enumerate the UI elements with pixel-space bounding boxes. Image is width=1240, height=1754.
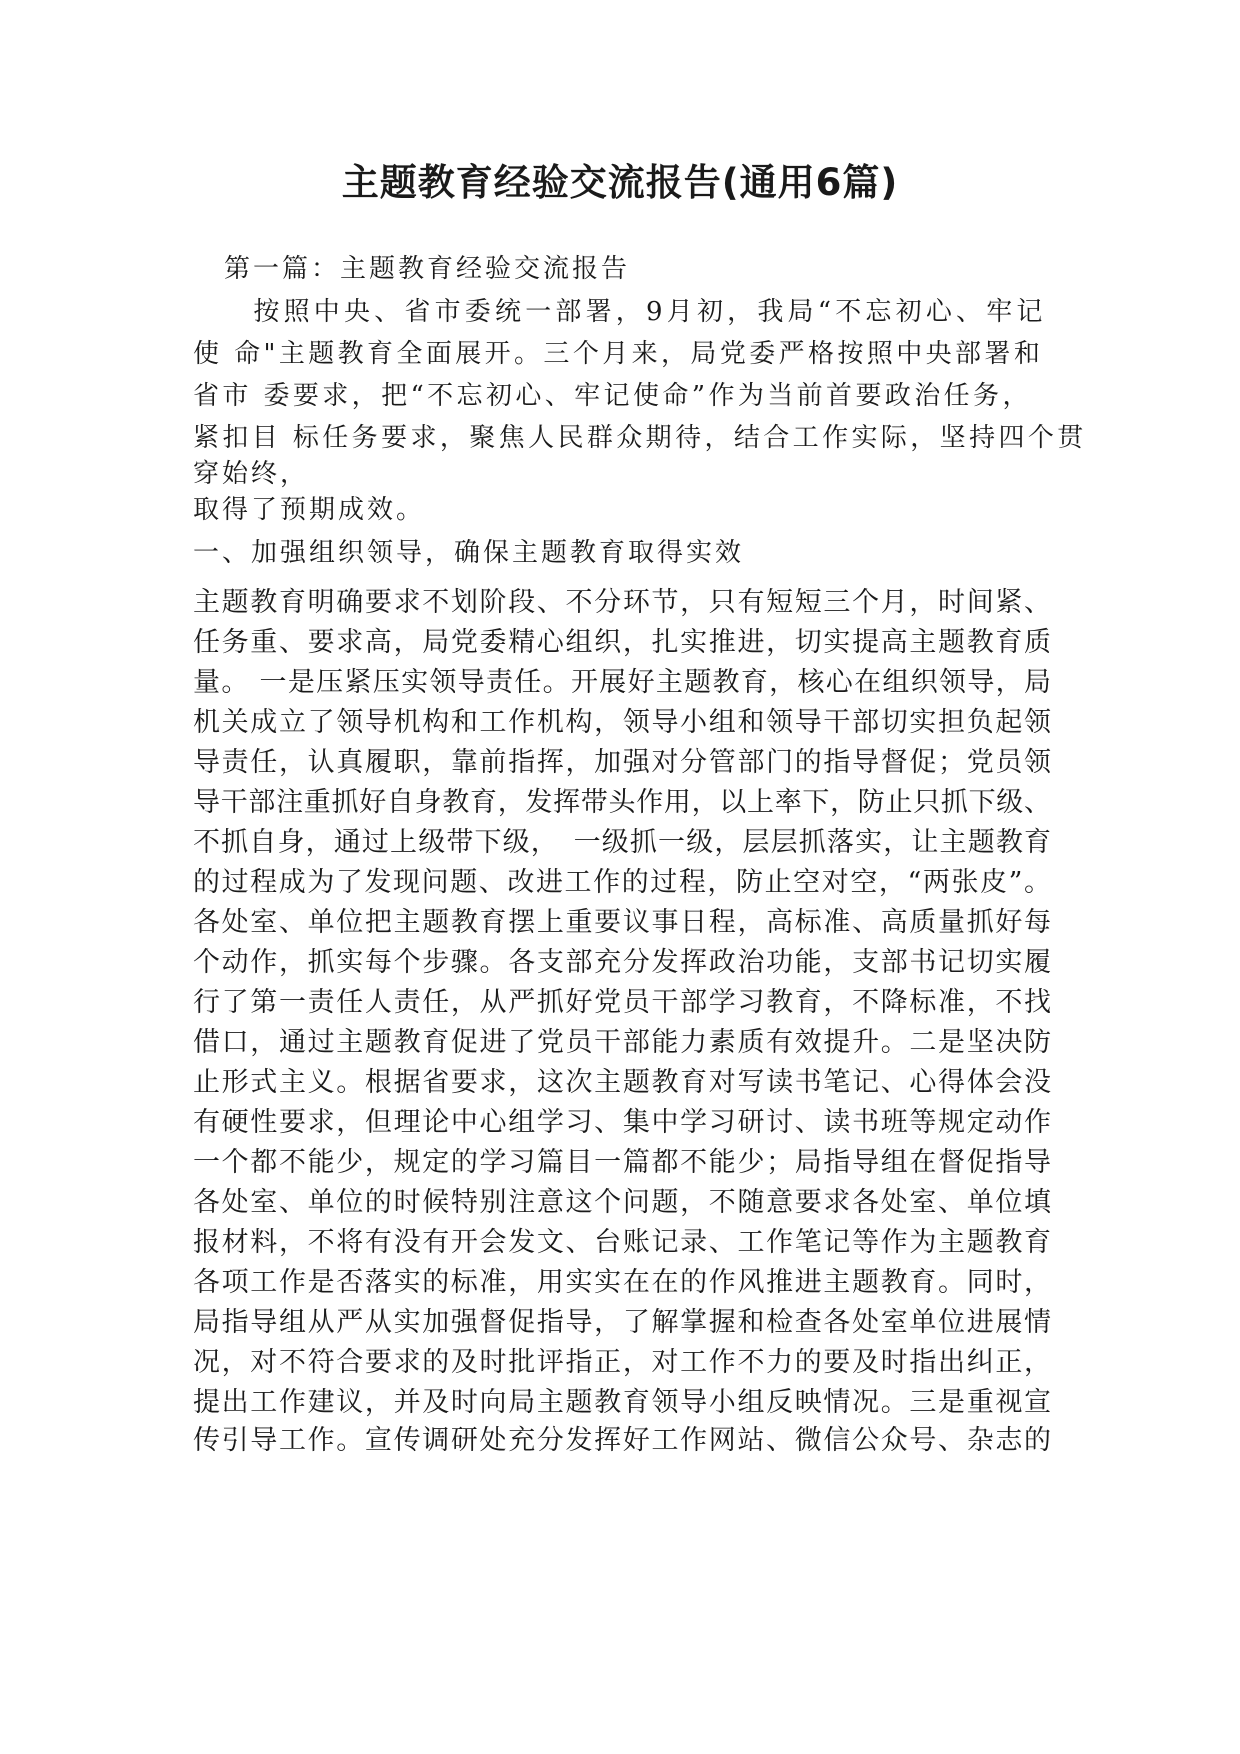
intro-line: 紧扣目 标任务要求，聚焦人民群众期待，结合工作实际，坚持四个贯 — [193, 423, 1087, 453]
intro-line: 使 命"主题教育全面展开。三个月来，局党委严格按照中央部署和 — [193, 339, 1044, 369]
body-line: 传引导工作。宣传调研处充分发挥好工作网站、微信公众号、杂志的 — [193, 1425, 1051, 1456]
body-line: 一个都不能少，规定的学习篇目一篇都不能少；局指导组在督促指导 — [193, 1147, 1051, 1178]
body-line: 提出工作建议，并及时向局主题教育领导小组反映情况。三是重视宣 — [193, 1387, 1051, 1418]
body-line: 任务重、要求高，局党委精心组织，扎实推进，切实提高主题教育质 — [193, 627, 1051, 658]
body-line: 机关成立了领导机构和工作机构，领导小组和领导干部切实担负起领 — [193, 707, 1051, 738]
body-line: 各处室、单位的时候特别注意这个问题，不随意要求各处室、单位填 — [193, 1187, 1051, 1218]
body-line: 借口，通过主题教育促进了党员干部能力素质有效提升。二是坚决防 — [193, 1027, 1051, 1058]
body-line: 主题教育明确要求不划阶段、不分环节，只有短短三个月，时间紧、 — [193, 587, 1051, 618]
body-line: 各处室、单位把主题教育摆上重要议事日程，高标准、高质量抓好每 — [193, 907, 1051, 938]
body-line: 各项工作是否落实的标准，用实实在在的作风推进主题教育。同时， — [193, 1267, 1051, 1298]
intro-line: 按照中央、省市委统一部署，9月初，我局“不忘初心、牢记 — [193, 297, 1047, 327]
body-line: 局指导组从严从实加强督促指导，了解掌握和检查各处室单位进展情 — [193, 1307, 1051, 1338]
body-line: 的过程成为了发现问题、改进工作的过程，防止空对空，“两张皮”。 — [193, 867, 1051, 898]
intro-line: 穿始终， — [193, 459, 310, 489]
intro-line: 取得了预期成效。 — [193, 495, 426, 525]
subheading: 一、加强组织领导，确保主题教育取得实效 — [193, 538, 745, 568]
body-line: 不抓自身，通过上级带下级， 一级抓一级，层层抓落实，让主题教育 — [193, 827, 1051, 858]
body-line: 有硬性要求，但理论中心组学习、集中学习研讨、读书班等规定动作 — [193, 1107, 1051, 1138]
document-title: 主题教育经验交流报告(通用6篇) — [341, 161, 899, 204]
body-line: 个动作，抓实每个步骤。各支部充分发挥政治功能，支部书记切实履 — [193, 947, 1051, 978]
section-heading: 第一篇：主题教育经验交流报告 — [224, 254, 631, 284]
body-line: 行了第一责任人责任，从严抓好党员干部学习教育，不降标准，不找 — [193, 987, 1051, 1018]
body-line: 况，对不符合要求的及时批评指正，对工作不力的要及时指出纠正， — [193, 1347, 1051, 1378]
body-line: 止形式主义。根据省要求，这次主题教育对写读书笔记、心得体会没 — [193, 1067, 1051, 1098]
body-line: 量。 一是压紧压实领导责任。开展好主题教育，核心在组织领导，局 — [193, 667, 1051, 698]
intro-line: 省市 委要求，把“不忘初心、牢记使命”作为当前首要政治任务， — [193, 381, 1032, 411]
body-line: 导责任，认真履职，靠前指挥，加强对分管部门的指导督促；党员领 — [193, 747, 1051, 778]
body-line: 导干部注重抓好自身教育，发挥带头作用，以上率下，防止只抓下级、 — [193, 787, 1051, 818]
body-line: 报材料，不将有没有开会发文、台账记录、工作笔记等作为主题教育 — [193, 1227, 1051, 1258]
